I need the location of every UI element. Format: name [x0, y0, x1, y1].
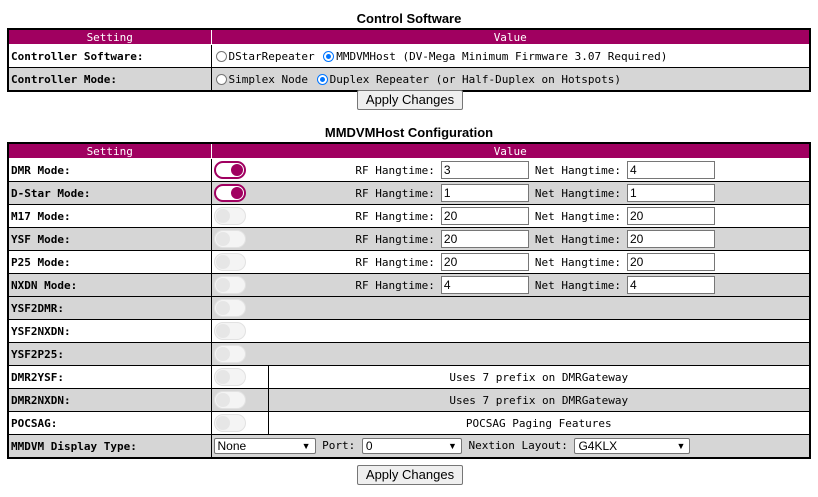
chevron-down-icon: ▼: [447, 441, 457, 451]
col-value: Value: [211, 143, 810, 159]
net-hangtime-label: Net Hangtime:: [534, 255, 621, 269]
rf-hangtime-input[interactable]: [441, 230, 529, 248]
mode-row: [8, 182, 810, 205]
chevron-down-icon: ▼: [301, 441, 311, 451]
ysf2dmr-toggle[interactable]: [214, 299, 246, 317]
ysf2nxdn-label: YSF2NXDN:: [8, 320, 211, 343]
apply-changes-button-2[interactable]: Apply Changes: [357, 465, 463, 485]
mode-label: YSF Mode:: [8, 228, 211, 251]
controller-mode-options: [211, 68, 810, 92]
chevron-down-icon: ▼: [676, 441, 686, 451]
control-software-title: Control Software: [356, 11, 462, 26]
col-value: Value: [211, 29, 810, 45]
rf-hangtime-label: RF Hangtime:: [355, 186, 435, 200]
rf-hangtime-label: RF Hangtime:: [355, 255, 435, 269]
rf-hangtime-input[interactable]: [441, 276, 529, 294]
mode-label: D-Star Mode:: [8, 182, 211, 205]
net-hangtime-label: Net Hangtime:: [534, 209, 621, 223]
ysf2p25-toggle[interactable]: [214, 345, 246, 363]
ysf2dmr-label: YSF2DMR:: [8, 297, 211, 320]
rf-hangtime-label: RF Hangtime:: [355, 278, 435, 292]
control-software-table: [7, 28, 811, 92]
dmr2nxdn-note: Uses 7 prefix on DMRGateway: [268, 389, 810, 412]
mode-toggle[interactable]: [214, 253, 246, 271]
radio-duplex-repeater[interactable]: [317, 74, 328, 85]
mode-toggle[interactable]: [214, 161, 246, 179]
radio-mmdvmhost[interactable]: [323, 51, 334, 62]
controller-software-label: Controller Software:: [8, 45, 211, 68]
radio-dstarrepeater[interactable]: [216, 51, 227, 62]
net-hangtime-input[interactable]: [627, 230, 715, 248]
port-select[interactable]: 0 ▼: [362, 438, 462, 454]
mode-label: NXDN Mode:: [8, 274, 211, 297]
display-type-label: MMDVM Display Type:: [8, 435, 211, 459]
mode-row: [8, 251, 810, 274]
mode-toggle[interactable]: [214, 230, 246, 248]
dmr2nxdn-label: DMR2NXDN:: [8, 389, 211, 412]
net-hangtime-label: Net Hangtime:: [534, 278, 621, 292]
mode-toggle[interactable]: [214, 207, 246, 225]
pocsag-note: POCSAG Paging Features: [268, 412, 810, 435]
col-setting: Setting: [8, 143, 211, 159]
nextion-layout-select[interactable]: G4KLX ▼: [574, 438, 690, 454]
rf-hangtime-input[interactable]: [441, 253, 529, 271]
mode-label: M17 Mode:: [8, 205, 211, 228]
net-hangtime-input[interactable]: [627, 207, 715, 225]
mode-label: P25 Mode:: [8, 251, 211, 274]
mode-toggle[interactable]: [214, 184, 246, 202]
mode-row: [8, 228, 810, 251]
controller-software-options: [211, 45, 810, 68]
nextion-layout-label: Nextion Layout:: [468, 439, 568, 452]
mode-toggle[interactable]: [214, 276, 246, 294]
rf-hangtime-input[interactable]: [441, 161, 529, 179]
net-hangtime-input[interactable]: [627, 253, 715, 271]
mode-row: [8, 159, 810, 182]
apply-changes-button-1[interactable]: Apply Changes: [357, 90, 463, 110]
net-hangtime-input[interactable]: [627, 276, 715, 294]
mmdvmhost-config-table: [7, 142, 811, 459]
net-hangtime-label: Net Hangtime:: [534, 186, 621, 200]
ysf2nxdn-toggle[interactable]: [214, 322, 246, 340]
dmr2ysf-label: DMR2YSF:: [8, 366, 211, 389]
rf-hangtime-input[interactable]: [441, 207, 529, 225]
net-hangtime-input[interactable]: [627, 184, 715, 202]
radio-mmdvmhost-label: MMDVMHost (DV-Mega Minimum Firmware 3.07 Required): [336, 49, 668, 63]
pocsag-label: POCSAG:: [8, 412, 211, 435]
col-setting: Setting: [8, 29, 211, 45]
dmr2ysf-toggle[interactable]: [214, 368, 246, 386]
dmr2nxdn-toggle[interactable]: [214, 391, 246, 409]
net-hangtime-input[interactable]: [627, 161, 715, 179]
rf-hangtime-label: RF Hangtime:: [355, 209, 435, 223]
mode-label: DMR Mode:: [8, 159, 211, 182]
controller-mode-label: Controller Mode:: [8, 68, 211, 92]
radio-duplex-label: Duplex Repeater (or Half-Duplex on Hotspots): [329, 72, 622, 86]
dmr2ysf-note: Uses 7 prefix on DMRGateway: [268, 366, 810, 389]
radio-simplex-node[interactable]: [216, 74, 227, 85]
pocsag-toggle[interactable]: [214, 414, 246, 432]
net-hangtime-label: Net Hangtime:: [534, 163, 621, 177]
mode-row: [8, 205, 810, 228]
ysf2p25-label: YSF2P25:: [8, 343, 211, 366]
mmdvmhost-config-title: MMDVMHost Configuration: [324, 125, 494, 140]
rf-hangtime-input[interactable]: [441, 184, 529, 202]
radio-simplex-label: Simplex Node: [228, 72, 308, 86]
rf-hangtime-label: RF Hangtime:: [355, 163, 435, 177]
display-type-select[interactable]: None ▼: [214, 438, 316, 454]
mode-row: [8, 274, 810, 297]
rf-hangtime-label: RF Hangtime:: [355, 232, 435, 246]
net-hangtime-label: Net Hangtime:: [534, 232, 621, 246]
radio-dstarrepeater-label: DStarRepeater: [228, 49, 315, 63]
port-label: Port:: [322, 439, 356, 452]
